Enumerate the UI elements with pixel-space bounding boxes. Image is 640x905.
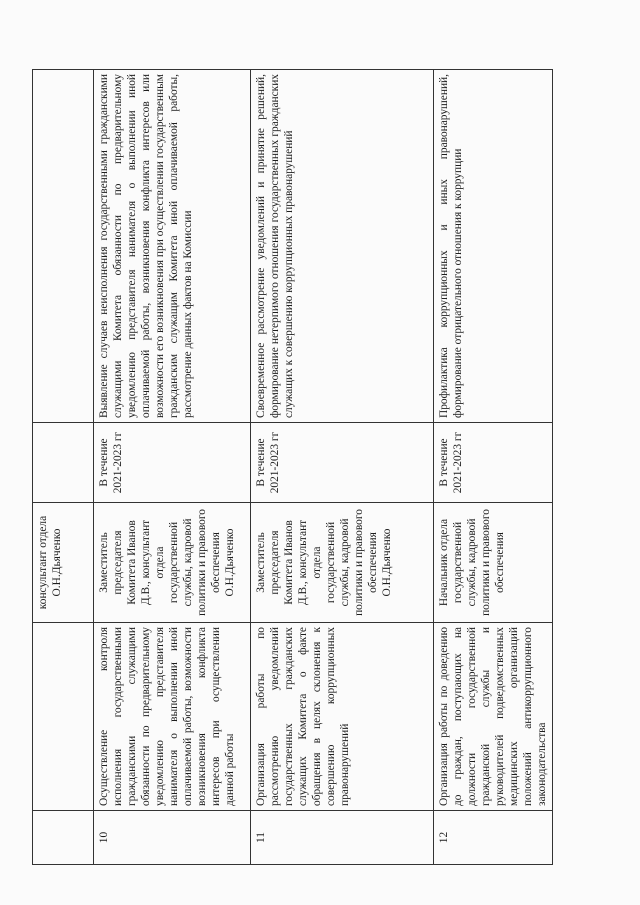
result-cell: Своевременное рассмотрение уведомлений и принятие решений, формирование нетерпимого отношения государственных гражданских служащих к совершению коррупционных правонарушений [251, 70, 434, 423]
term-cell: В течение 2021-2023 гг [251, 423, 434, 503]
responsible-cell: Заместитель председателя Комитета Иванов Д.В., консультант отдела государственной службы, кадровой политики и правового обеспечения О.Н.Дьяченко [94, 503, 251, 623]
term-cell [33, 423, 94, 503]
responsible-cell: Заместитель председателя Комитета Иванов Д.В., консультант отдела государственной службы, кадровой политики и правового обеспечения О.Н.Дьяченко [251, 503, 434, 623]
table-row [251, 70, 434, 865]
rotated-table-container [32, 70, 607, 865]
table-row [434, 70, 553, 865]
anticorruption-plan-table [32, 69, 553, 865]
row-number: 12 [434, 811, 553, 865]
result-cell [33, 70, 94, 423]
result-cell: Профилактика коррупционных и иных правонарушений, формирование отрицательного отношения к коррупции [434, 70, 553, 423]
term-cell: В течение 2021-2023 гг [94, 423, 251, 503]
row-number: 10 [94, 811, 251, 865]
measure-cell [33, 623, 94, 811]
row-number: 11 [251, 811, 434, 865]
measure-cell: Осуществление контроля исполнения государственными гражданскими служащими обязанности по предварительному уведомлению представителя нанимателя о выполнении иной оплачиваемой работы, возможности возникновения конфликта интересов при осуществлении данной работы [94, 623, 251, 811]
row-number [33, 811, 94, 865]
responsible-cell: консультант отдела О.Н.Дьяченко [33, 503, 94, 623]
measure-cell: Организация работы по доведению до граждан, поступающих на должности государственной гражданской службы и руководителей подведомственных медицинских организаций положений антикоррупционного законодательства [434, 623, 553, 811]
measure-cell: Организация работы по рассмотрению уведомлений государственных гражданских служащих Комитета о факте обращения в целях склонения к совершению коррупционных правонарушений [251, 623, 434, 811]
term-cell: В течение 2021-2023 гг [434, 423, 553, 503]
result-cell: Выявление случаев неисполнения государственными гражданскими служащими Комитета обязанности по предварительному уведомлению представителя нанимателя о выполнении иной оплачиваемой работы, возникновения конфликта интересов или возможности его возникновения при осуществлении государственным гражданским служащим Комитета иной оплачиваемой работы, рассмотрение данных фактов на Комиссии [94, 70, 251, 423]
responsible-cell: Начальник отдела государственной службы, кадровой политики и правового обеспечения [434, 503, 553, 623]
table-row [94, 70, 251, 865]
table-row [33, 70, 94, 865]
